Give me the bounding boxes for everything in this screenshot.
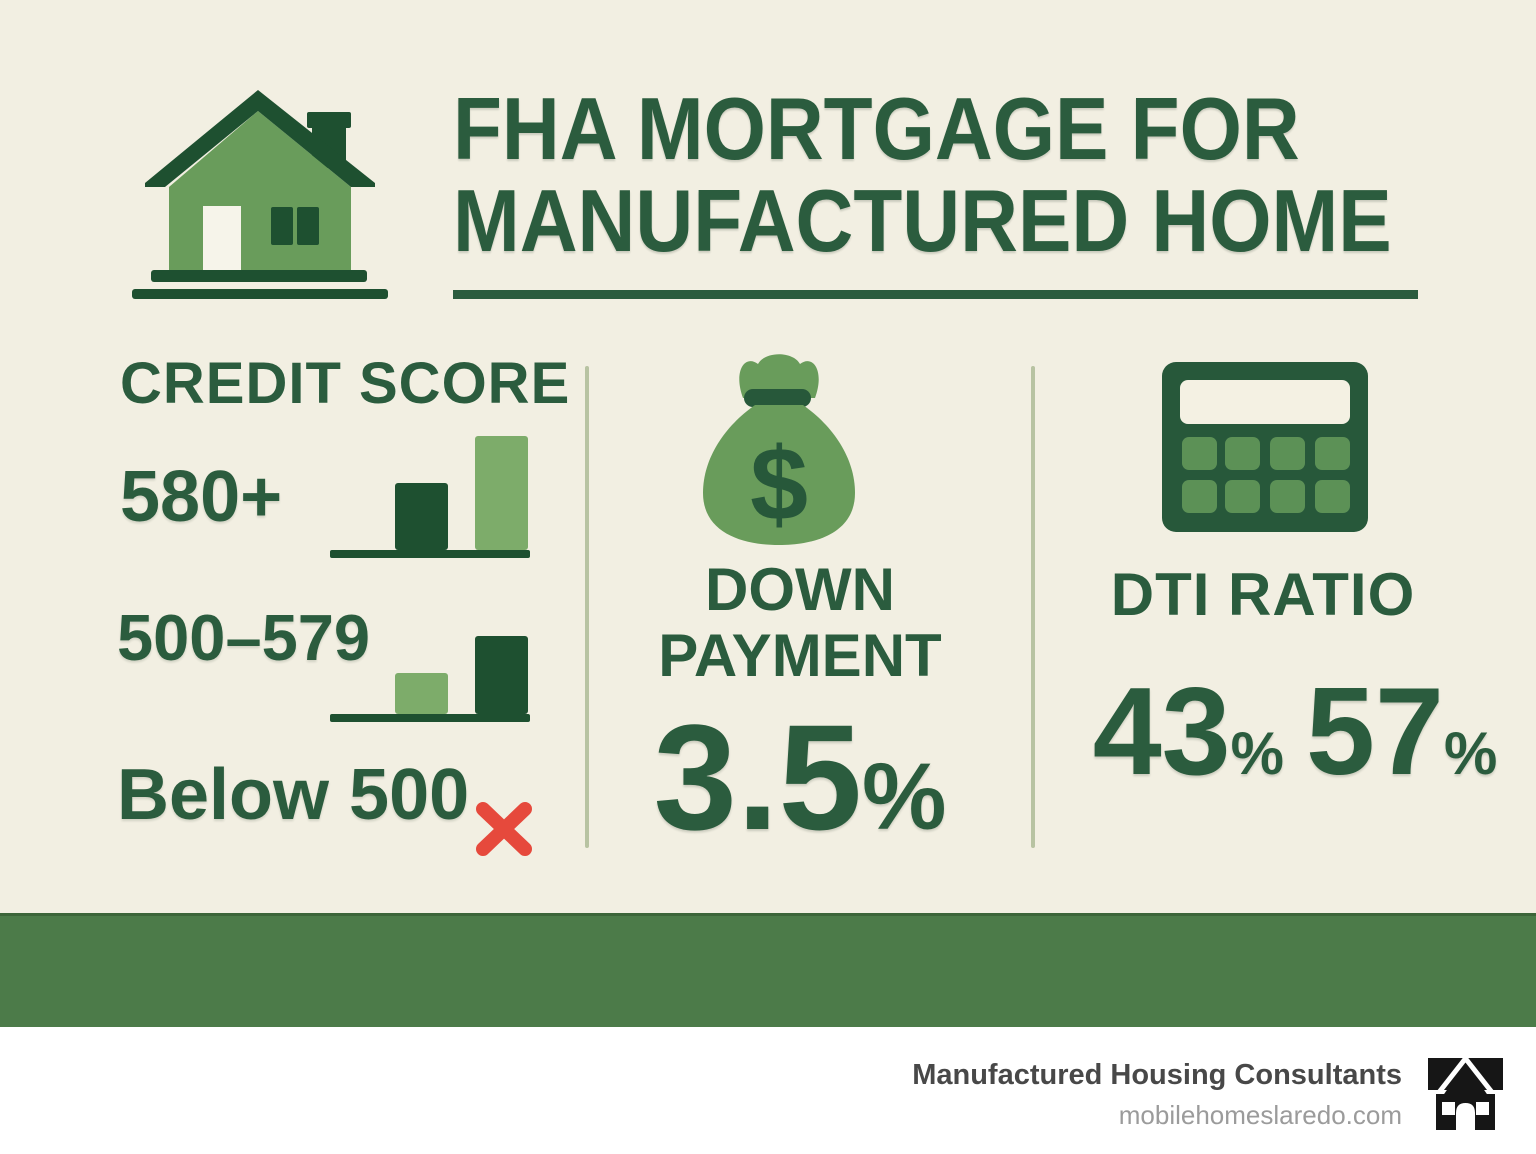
company-logo-house-icon bbox=[1428, 1056, 1504, 1134]
dti-ratio-heading: DTI RATIO bbox=[1110, 561, 1416, 628]
down-payment-heading-line2: PAYMENT bbox=[658, 622, 942, 689]
dti-back-ratio: 57 bbox=[1306, 663, 1444, 801]
dti-back-percent-sign: % bbox=[1443, 720, 1498, 787]
down-payment-number: 3.5 bbox=[653, 693, 863, 861]
credit-tier-label-580plus: 580+ bbox=[120, 457, 283, 537]
down-payment-heading-line1: DOWN bbox=[705, 556, 895, 623]
dti-front-ratio: 43 bbox=[1092, 663, 1231, 801]
company-name: Manufactured Housing Consultants bbox=[912, 1059, 1402, 1091]
green-band bbox=[0, 913, 1536, 1027]
x-mark-icon bbox=[472, 799, 536, 859]
house-icon bbox=[145, 90, 375, 284]
credit-tier-label-below-500: Below 500 bbox=[117, 755, 470, 835]
bar-chart-icon bbox=[330, 635, 530, 722]
dollar-sign: $ bbox=[750, 427, 808, 543]
money-bag-icon bbox=[695, 351, 863, 547]
bar-chart-icon bbox=[330, 434, 530, 558]
credit-tier-label-500-579: 500–579 bbox=[117, 601, 371, 674]
calculator-icon bbox=[1162, 362, 1368, 534]
footer-text bbox=[912, 1058, 1402, 1131]
dti-front-percent-sign: % bbox=[1230, 720, 1284, 787]
title-line2: MANUFACTURED HOME bbox=[453, 171, 1392, 270]
website-url: mobilehomeslaredo.com bbox=[1118, 1099, 1402, 1130]
down-payment-percent-sign: % bbox=[862, 744, 947, 850]
title-underline bbox=[453, 290, 1418, 299]
column-divider-right bbox=[1031, 366, 1035, 848]
dti-ratio-values bbox=[1085, 663, 1505, 801]
column-divider-left bbox=[585, 366, 589, 848]
page-title bbox=[453, 79, 1392, 270]
down-payment-heading bbox=[600, 557, 1000, 689]
house-underline bbox=[132, 289, 388, 299]
title-line1: FHA MORTGAGE FOR bbox=[453, 79, 1300, 178]
down-payment-value bbox=[600, 693, 1000, 861]
credit-score-heading: CREDIT SCORE bbox=[120, 351, 571, 416]
